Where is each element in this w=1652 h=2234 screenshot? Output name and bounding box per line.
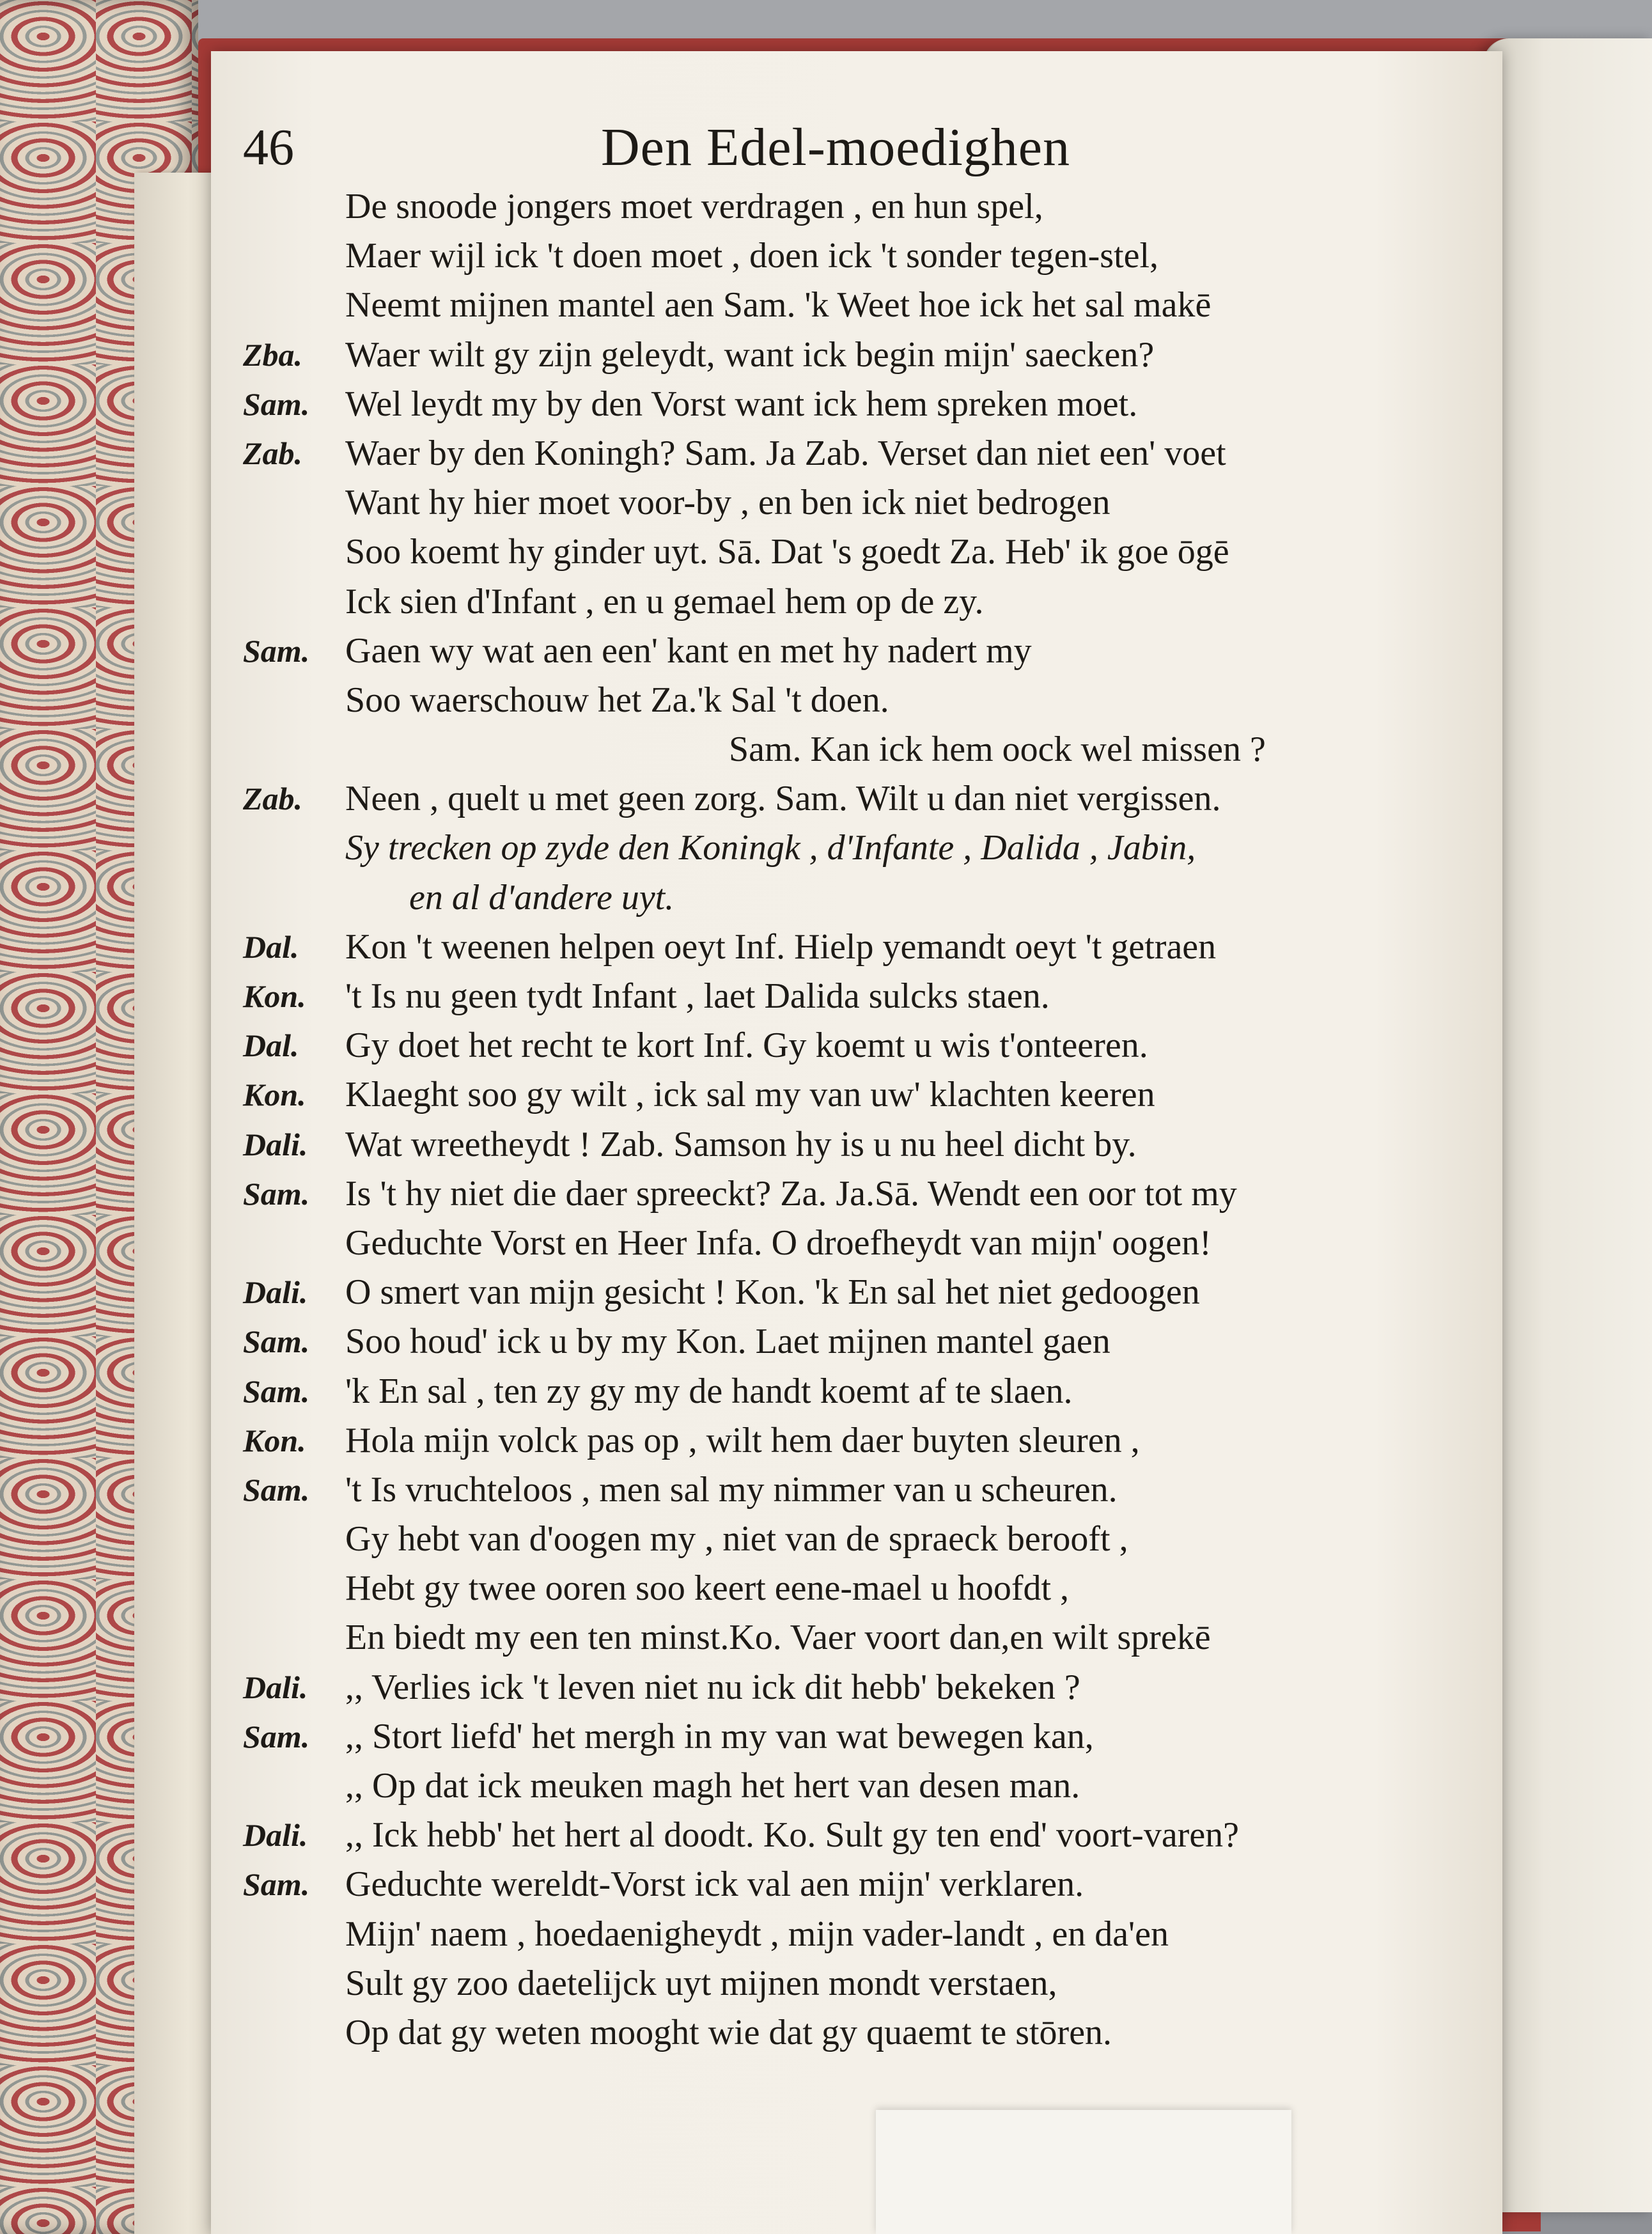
verse-line (243, 1317, 1432, 1366)
verse-text: Ick sien d'Infant , en u gemael hem op de zy. (345, 581, 984, 621)
verse-line (243, 182, 1432, 231)
speaker-label: Kon. (243, 978, 306, 1014)
page-number: 46 (243, 120, 294, 176)
verse-line (243, 1268, 1432, 1317)
verse-text: 't Is nu geen tydt Infant , laet Dalida sulcks staen. (345, 976, 1050, 1016)
speaker-label: Kon. (243, 1422, 306, 1458)
verse-text: O smert van mijn gesicht ! Kon. 'k En sal het niet gedoogen (345, 1272, 1200, 1313)
speaker-label: Sam. (243, 1175, 310, 1212)
facing-page-edge (1483, 38, 1652, 2212)
verse-line (243, 1761, 1432, 1811)
verse-text: Soo waerschouw het Za.'k Sal 't doen. (345, 680, 889, 720)
verse-line (243, 1712, 1432, 1761)
speaker-label: Dali. (243, 1669, 308, 1705)
verse-text: Is 't hy niet die daer spreeckt? Za. Ja.Sā. Wendt een oor tot my (345, 1173, 1237, 1214)
verse-text: Wel leydt my by den Vorst want ick hem spreken moet. (345, 384, 1138, 424)
verse-line (243, 1070, 1432, 1120)
verse-text: Soo koemt hy ginder uyt. Sā. Dat 's goedt Za. Heb' ik goe ōgē (345, 532, 1229, 572)
verse-text: Op dat gy weten mooght wie dat gy quaemt te stōren. (345, 2012, 1112, 2052)
verse-line (243, 1169, 1432, 1219)
speaker-label: Sam. (243, 1718, 310, 1754)
verse-line (243, 824, 1432, 873)
verse-text: Hola mijn volck pas op , wilt hem daer buyten sleuren , (345, 1420, 1140, 1460)
verse-text: Neen , quelt u met geen zorg. Sam. Wilt u dan niet vergissen. (345, 779, 1221, 819)
verse-text: 't Is vruchteloos , men sal my nimmer van u scheuren. (345, 1469, 1118, 1510)
endpaper-strip (134, 173, 224, 2234)
verse-line (243, 1416, 1432, 1465)
verse-text: Neemt mijnen mantel aen Sam. 'k Weet hoe ick het sal makē (345, 285, 1212, 325)
stage-direction: en al d'andere uyt. (409, 877, 674, 918)
verse-text: ,, Op dat ick meuken magh het hert van desen man. (345, 1766, 1080, 1806)
verse-line (243, 774, 1432, 824)
verse-line (243, 2008, 1432, 2058)
verse-line (243, 1021, 1432, 1070)
verse-text: Kon 't weenen helpen oeyt Inf. Hielp yemandt oeyt 't getraen (345, 926, 1217, 967)
verse-text: Hebt gy twee ooren soo keert eene-mael u hoofdt , (345, 1568, 1070, 1609)
page-title: Den Edel-moedighen (601, 118, 1071, 177)
verse-text-block (243, 182, 1432, 2058)
verse-line (243, 1910, 1432, 1959)
speaker-label: Dali. (243, 1817, 308, 1854)
verse-line (243, 676, 1432, 725)
verse-text: Waer wilt gy zijn geleydt, want ick begin mijn' saecken? (345, 334, 1155, 375)
speaker-label: Sam. (243, 1373, 310, 1409)
verse-text: Wat wreetheydt ! Zab. Samson hy is u nu heel dicht by. (345, 1124, 1137, 1164)
verse-text: ,, Ick hebb' het hert al doodt. Ko. Sult gy ten end' voort-varen? (345, 1815, 1240, 1855)
verse-text: Soo houd' ick u by my Kon. Laet mijnen mantel gaen (345, 1322, 1110, 1362)
verse-text: Geduchte Vorst en Heer Infa. O droefheydt van mijn' oogen! (345, 1222, 1212, 1263)
verse-text: Mijn' naem , hoedaenigheydt , mijn vader-landt , en da'en (345, 1914, 1169, 1954)
verse-text: Gaen wy wat aen een' kant en met hy nadert my (345, 630, 1032, 671)
speaker-label: Kon. (243, 1077, 306, 1113)
speaker-label: Zba. (243, 336, 303, 373)
speaker-label: Sam. (243, 1866, 310, 1903)
stage-direction: Sy trecken op zyde den Koningk , d'Infante , Dalida , Jabin, (345, 828, 1196, 868)
speaker-label: Dali. (243, 1126, 308, 1162)
running-head (243, 113, 1432, 189)
verse-text: ,, Verlies ick 't leven niet nu ick dit hebb' bekeken ? (345, 1667, 1080, 1707)
verse-line (243, 923, 1432, 972)
verse-line (243, 331, 1432, 380)
verse-line (243, 1959, 1432, 2008)
verse-line (243, 429, 1432, 478)
verse-line (243, 1465, 1432, 1515)
verse-line (243, 972, 1432, 1021)
verse-line (243, 873, 1432, 923)
verse-line (243, 1860, 1432, 1909)
verse-text: 'k En sal , ten zy gy my de handt koemt af te slaen. (345, 1371, 1073, 1411)
verse-line (243, 725, 1432, 774)
verse-text: De snoode jongers moet verdragen , en hun spel, (345, 187, 1043, 226)
speaker-label: Sam. (243, 632, 310, 669)
verse-line (243, 1564, 1432, 1613)
verse-line (243, 577, 1432, 627)
verse-line (243, 231, 1432, 281)
speaker-label: Sam. (243, 1471, 310, 1508)
verse-text: Geduchte wereldt-Vorst ick val aen mijn' verklaren. (345, 1864, 1084, 1905)
verse-line (243, 478, 1432, 527)
verse-line (243, 1120, 1432, 1169)
speaker-label: Sam. (243, 1324, 310, 1360)
verse-line (243, 527, 1432, 577)
speaker-label: Zab. (243, 781, 303, 817)
verse-line (243, 1367, 1432, 1416)
speaker-label: Dali. (243, 1274, 308, 1311)
verse-line (243, 1811, 1432, 1860)
verse-line (243, 1515, 1432, 1564)
verse-line (243, 281, 1432, 330)
verse-text: Gy doet het recht te kort Inf. Gy koemt u wis t'onteeren. (345, 1026, 1148, 1066)
verse-line (243, 380, 1432, 429)
speaker-label: Dal. (243, 928, 299, 965)
verse-text: Waer by den Koningh? Sam. Ja Zab. Verset dan niet een' voet (345, 433, 1226, 473)
verse-text: Klaeght soo gy wilt , ick sal my van uw' klachten keeren (345, 1075, 1155, 1115)
verse-text: ,, Stort liefd' het mergh in my van wat bewegen kan, (345, 1716, 1094, 1756)
verse-text: Sam. Kan ick hem oock wel missen ? (729, 730, 1266, 770)
verse-line (243, 1219, 1432, 1268)
verse-text: Maer wijl ick 't doen moet , doen ick 't sonder tegen-stel, (345, 236, 1159, 276)
verse-text: Sult gy zoo daetelijck uyt mijnen mondt verstaen, (345, 1963, 1057, 2003)
verse-text: Gy hebt van d'oogen my , niet van de spraeck berooft , (345, 1519, 1128, 1559)
verse-line (243, 1613, 1432, 1662)
speaker-label: Sam. (243, 386, 310, 422)
verse-line (243, 1663, 1432, 1712)
verse-line (243, 627, 1432, 676)
verse-text: En biedt my een ten minst.Ko. Vaer voort dan,en wilt sprekē (345, 1618, 1211, 1658)
paper-slip (876, 2110, 1291, 2234)
speaker-label: Zab. (243, 435, 303, 471)
verse-text: Want hy hier moet voor-by , en ben ick niet bedrogen (345, 483, 1110, 523)
speaker-label: Dal. (243, 1027, 299, 1064)
